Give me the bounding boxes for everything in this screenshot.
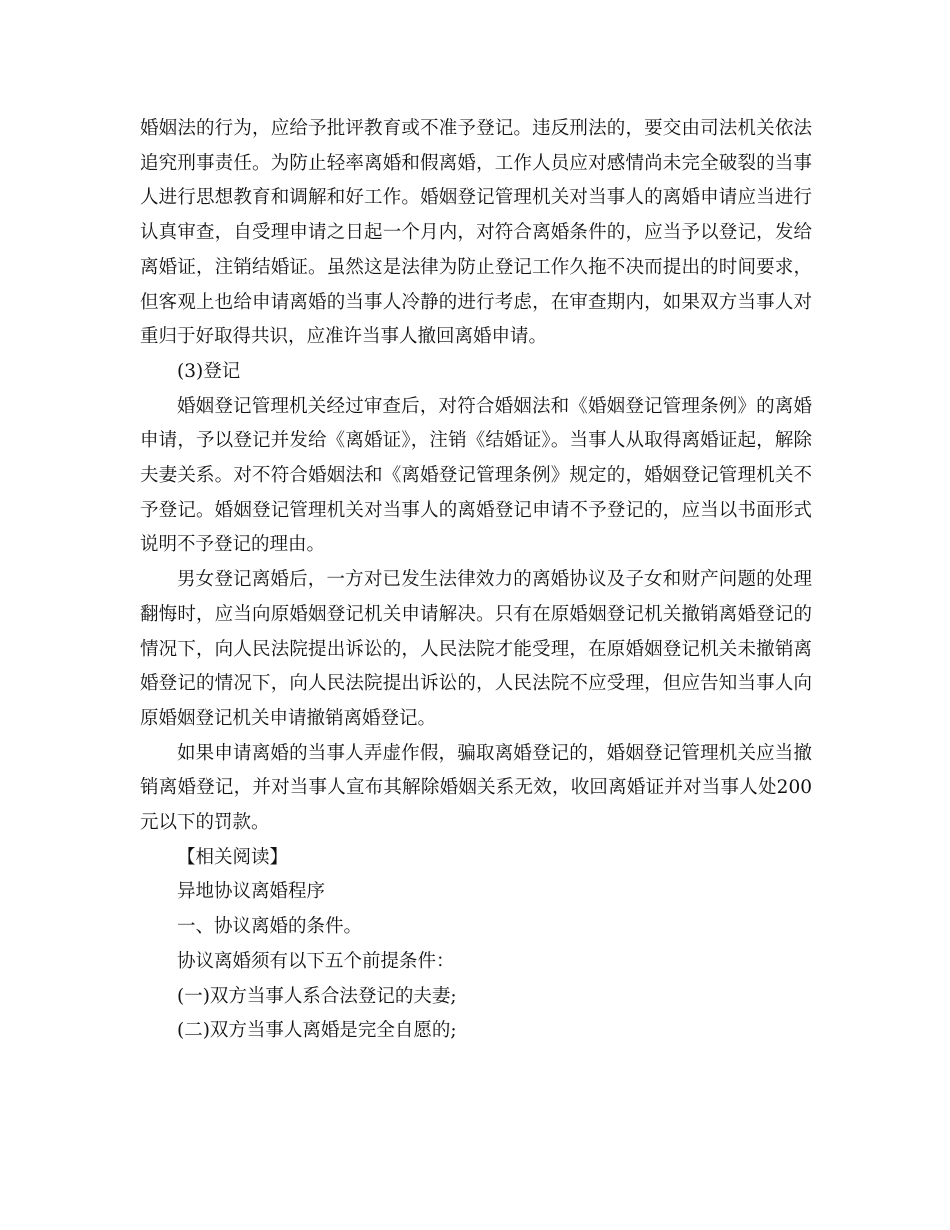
body-paragraph: 婚姻法的行为，应给予批评教育或不准予登记。违反刑法的，要交由司法机关依法追究刑事责任。为防止轻率离婚和假离婚，工作人员应对感情尚未完全破裂的当事人进行思想教育和调解和好工作。婚姻登记管理机关对当事人的离婚申请应当进行认真审查，自受理申请之日起一个月内，对符合离婚条件的，应当予以登记，发给离婚证，注销结婚证。虽然这是法律为防止登记工作久拖不决而提出的时间要求，但客观上也给申请离婚的当事人冷静的进行考虑，在审查期内，如果双方当事人对重归于好取得共识，应准许当事人撤回离婚申请。 [140,118,812,348]
body-paragraph: 如果申请离婚的当事人弄虚作假，骗取离婚登记的，婚姻登记管理机关应当撤销离婚登记，并对当事人宣布其解除婚姻关系无效，收回离婚证并对当事人处200元以下的罚款。 [140,742,812,834]
subheading: 异地协议离婚程序 [177,881,326,903]
list-item: (二)双方当事人离婚是完全自愿的; [177,1020,457,1042]
body-paragraph: 协议离婚须有以下五个前提条件： [177,950,455,972]
body-paragraph: 男女登记离婚后，一方对已发生法律效力的离婚协议及子女和财产问题的处理翻悔时，应当向原婚姻登记机关申请解决。只有在原婚姻登记机关撤销离婚登记的情况下，向人民法院提出诉讼的，人民法院才能受理，在原婚姻登记机关未撤销离婚登记的情况下，向人民法院提出诉讼的，人民法院不应受理，但应告知当事人向原婚姻登记机关申请撤销离婚登记。 [140,569,812,729]
list-item: (一)双方当事人系合法登记的夫妻; [177,985,457,1007]
body-paragraph: 婚姻登记管理机关经过审查后，对符合婚姻法和《婚姻登记管理条例》的离婚申请，予以登记并发给《离婚证》，注销《结婚证》。当事人从取得离婚证起，解除夫妻关系。对不符合婚姻法和《离婚登记管理条例》规定的，婚姻登记管理机关不予登记。婚姻登记管理机关对当事人的离婚登记申请不予登记的，应当以书面形式说明不予登记的理由。 [140,395,812,556]
list-heading: 一、协议离婚的条件。 [177,916,363,938]
document-body [140,112,812,1049]
section-heading: (3)登记 [177,360,241,382]
related-reading-heading: 【相关阅读】 [177,846,289,868]
